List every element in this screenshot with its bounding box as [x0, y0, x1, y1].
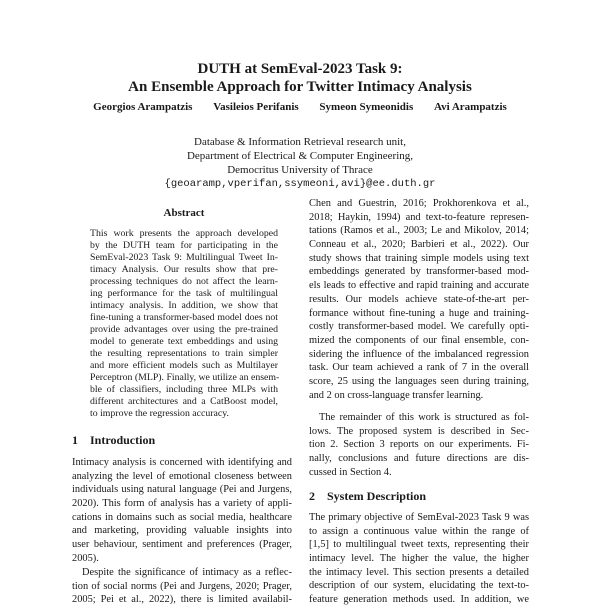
text-line: lows. The proposed system is described in Sec-	[309, 425, 529, 437]
text-line: model to generate text embeddings and using	[90, 336, 278, 347]
right-paragraph-2	[309, 411, 529, 479]
text-line: nally, conclusions and future directions are dis-	[309, 453, 529, 465]
text-line: intimacy analysis. In addition, we show that	[90, 300, 278, 311]
text-line: the resulting representations to train simpler	[90, 348, 278, 359]
text-line: cussed in Section 4.	[309, 466, 392, 478]
title-line: DUTH at SemEval-2023 Task 9:	[197, 61, 403, 77]
text-line: tion of social norms (Pei and Jurgens, 2020; Prager,	[72, 580, 292, 592]
text-line: 2020). This form of analysis has a variety of appli-	[72, 498, 292, 510]
intro-paragraph-2	[72, 566, 292, 607]
section-2-heading	[309, 489, 426, 504]
text-line: 2018; Haykin, 1994) and text-to-feature represen-	[309, 211, 529, 223]
author: Avi Arampatzis	[434, 101, 507, 113]
text-line: 2005).	[72, 552, 99, 564]
affiliation-line: Database & Information Retrieval research unit,	[194, 136, 406, 148]
abstract-heading: Abstract	[163, 207, 205, 219]
text-line: 2005; Pei et al., 2022), there is limited availabil-	[72, 594, 292, 606]
text-line: by the DUTH team for participating in the	[90, 240, 278, 251]
text-line: cations in domains such as social media, healthcare	[72, 511, 292, 523]
text-line: results. Our models achieve state-of-the-art per-	[309, 293, 529, 305]
email: {geoaramp,vperifan,ssymeoni,avi}@ee.duth.gr	[164, 178, 436, 190]
affiliation-line: Democritus University of Thrace	[227, 164, 373, 176]
intro-paragraph-1	[72, 456, 292, 566]
text-line: sidering the influence of the imbalanced regression	[309, 348, 529, 360]
text-line: This work presents the approach developed	[90, 228, 278, 239]
text-line: SemEval-2023 Task 9: Multilingual Tweet In-	[90, 252, 278, 263]
text-line: Despite the significance of intimacy as a reflec-	[82, 567, 292, 578]
text-line: formance without fine-tuning a huge and training-	[309, 307, 529, 319]
text-line: Chen and Guestrin, 2016; Prokhorenkova et al.,	[309, 198, 529, 209]
right-paragraph-1	[309, 197, 529, 402]
text-line: [1,5] to multilingual tweet texts, representing their	[309, 539, 529, 551]
section-title: Introduction	[90, 433, 156, 447]
text-line: to improve the regression accuracy.	[90, 408, 229, 419]
text-line: tion 2. Section 3 reports on our experiments. Fi-	[309, 439, 529, 451]
text-line: user behaviour, sentiment and preferences (Prager,	[72, 539, 292, 551]
abstract-body	[90, 228, 278, 420]
text-line: analyzing the level of emotional closeness between	[72, 470, 292, 482]
text-line: individuals using natural language (Pei and Jurgens,	[72, 484, 292, 496]
text-line: embeddings generated by transformer-based mod-	[309, 266, 529, 278]
text-line: processing techniques do not affect the learn-	[90, 276, 278, 287]
text-line: mized the components of our final ensemble, con-	[309, 334, 529, 346]
text-line: Intimacy analysis is concerned with identifying and	[72, 457, 292, 468]
author-list	[0, 100, 600, 114]
text-line: different architectures and a CatBoost model,	[90, 396, 278, 407]
text-line: Conneau et al., 2020; Barbieri et al., 2022). Our	[309, 239, 529, 251]
section-number: 2	[309, 489, 315, 503]
text-line: fine-tuning a transformer-based model does not	[90, 312, 278, 323]
text-line: provide advantages over using the pre-trained	[90, 324, 278, 335]
text-line: ble of classifiers, including three MLPs with	[90, 384, 278, 395]
text-line: Perceptron (MLP). Finally, we utilize an ensem-	[90, 372, 280, 383]
affiliation-line: Department of Electrical & Computer Engineering,	[186, 150, 414, 162]
text-line: ing performance for the task of multilingual	[90, 288, 278, 299]
text-line: and more efficient models such as Multilayer	[90, 360, 278, 371]
author: Georgios Arampatzis	[93, 101, 193, 113]
text-line: The primary objective of SemEval-2023 Task 9 was	[309, 512, 529, 523]
text-line: costly transformer-based model. We carefully opti-	[309, 321, 529, 333]
text-line: the intimacy level. This section presents a detailed	[309, 566, 529, 578]
text-line: study shows that training simple models using text	[309, 252, 529, 264]
affiliation	[0, 135, 600, 191]
author: Symeon Symeonidis	[319, 101, 414, 113]
text-line: feature generation methods used. In addition, we	[309, 594, 529, 606]
author: Vasileios Perifanis	[213, 101, 299, 113]
text-line: and marketing, providing valuable insights into	[72, 525, 292, 537]
text-line: The remainder of this work is structured as fol-	[319, 412, 529, 423]
text-line: timacy Analysis. Our results show that pre-	[90, 264, 278, 275]
paper-title	[0, 60, 600, 96]
section-number: 1	[72, 433, 78, 447]
text-line: to assign a continuous value within the range of	[309, 525, 529, 537]
text-line: score, 25 using the languages seen during training,	[309, 375, 529, 387]
text-line: els leads to effective and rapid training and accurate	[309, 280, 529, 292]
text-line: task. Our team achieved a rank of 7 in the overall	[309, 362, 529, 374]
text-line: intimacy level. The higher the value, the higher	[309, 553, 529, 565]
section-title: System Description	[327, 489, 426, 503]
section-1-heading	[72, 433, 155, 448]
title-line: An Ensemble Approach for Twitter Intimacy Analysis	[128, 79, 472, 95]
system-paragraph-1	[309, 511, 529, 607]
text-line: tations (Ramos et al., 2003; Le and Mikolov, 2014;	[309, 225, 529, 237]
text-line: and 2 on cross-language transfer learning.	[309, 389, 484, 401]
text-line: description of our system, elucidating the text-to-	[309, 580, 529, 592]
